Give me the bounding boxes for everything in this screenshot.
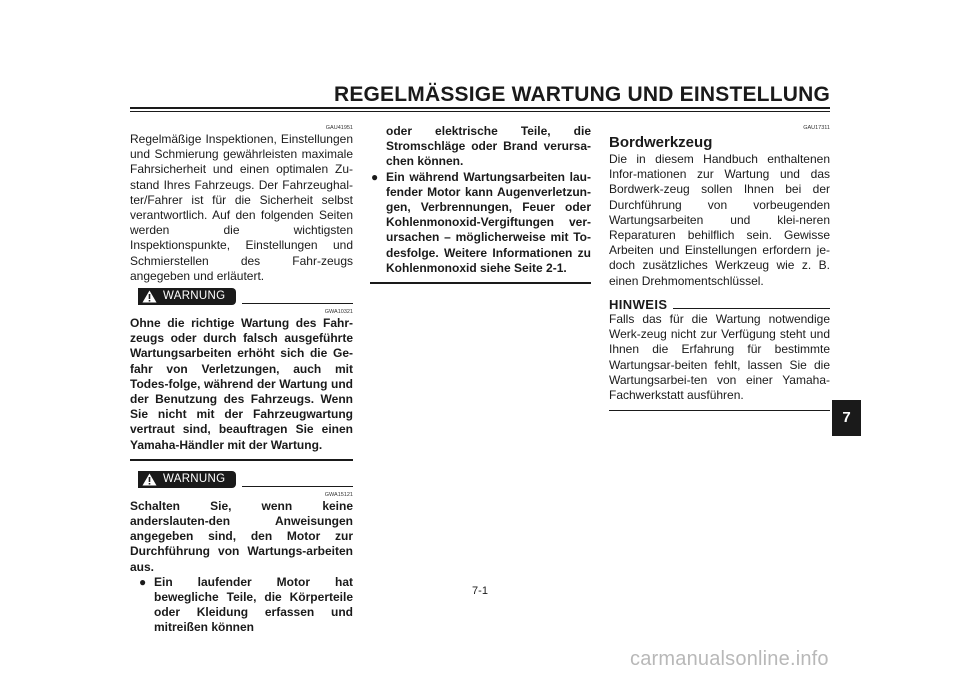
page-number: 7-1 bbox=[472, 585, 488, 597]
warning-triangle-icon bbox=[142, 290, 157, 303]
warning-rule bbox=[242, 303, 353, 304]
warning-header bbox=[130, 471, 353, 491]
note-label: HINWEIS bbox=[609, 296, 668, 312]
title-rule-thin bbox=[130, 111, 830, 112]
warning-header bbox=[130, 288, 353, 308]
warning-label: WARNUNG bbox=[163, 472, 226, 485]
list-item-continued bbox=[370, 124, 591, 170]
list-item-text: Ein laufender Motor hat bewegliche Teile, die Körperteile oder Kleidung erfassen und mitreißen können bbox=[154, 574, 353, 635]
reference-code: GAU41951 bbox=[325, 125, 353, 131]
bullet-icon: ● bbox=[371, 169, 379, 184]
reference-code: GAU17311 bbox=[803, 125, 830, 131]
chapter-tab: 7 bbox=[832, 400, 861, 436]
column-middle bbox=[370, 124, 591, 284]
warning-text: Ohne die richtige Wartung des Fahr-zeugs oder durch falsch ausgeführte Wartungsarbeiten erhöht sich die Ge-fahr von Verletzungen, auch mit Todes-folge, während der Wartung und der Benutzung des Fahrzeugs. Wenn Sie nicht mit der Fahrzeugwartung vertraut sind, beauftragen Sie einen Yamaha-Händler mit der Wartung. bbox=[130, 316, 353, 452]
section-heading: Bordwerkzeug bbox=[609, 134, 713, 151]
warning-badge bbox=[138, 471, 236, 488]
list-item bbox=[370, 170, 591, 276]
list-item-text: Ein während Wartungsarbeiten lau-fender Motor kann Augenverletzun-gen, Verbrennungen, Feuer oder Kohlenmonoxid-Vergiftungen ver-ursachen – möglicherweise mit To-desfolge. Weitere Informationen zu Kohlenmonoxid siehe Seite 2-1. bbox=[386, 169, 591, 275]
column-right bbox=[609, 124, 830, 411]
note-rule bbox=[673, 308, 830, 309]
list-item bbox=[138, 575, 353, 636]
list-item-text: oder elektrische Teile, die Stromschläge oder Brand verursa-chen können. bbox=[386, 124, 591, 169]
note-end-rule bbox=[609, 410, 830, 411]
warning-code: GWA10321 bbox=[324, 309, 353, 316]
column-left bbox=[130, 124, 353, 636]
note-text: Falls das für die Wartung notwendige Werk-zeug nicht zur Verfügung steht und Ihnen die Erfahrung für bestimmte Wartungsar-beiten fehlt, lassen Sie die Wartungsarbei-ten von einer Yamaha-Fachwerkstatt ausführen. bbox=[609, 312, 830, 403]
warning-end-rule bbox=[130, 459, 353, 461]
warning-text: Schalten Sie, wenn keine anderslauten-den Anweisungen angegeben sind, den Motor zur Durchführung von Wartungs-arbeiten aus. bbox=[130, 498, 353, 574]
title-rule bbox=[130, 107, 830, 109]
warning-end-rule bbox=[370, 282, 591, 284]
warning-label: WARNUNG bbox=[163, 290, 226, 303]
intro-paragraph: Regelmäßige Inspektionen, Einstellungen und Schmierung gewährleisten maximale Fahrsicherheit und einen optimalen Zu-stand Ihres Fahrzeugs. Der Fahrzeughal-ter/Fahrer ist für die Sicherheit selbst verantwortlich. Auf den folgenden Seiten werden die wichtigsten Inspektionspunkte, Einstellungen und Schmierstellen des Fahr-zeugs angegeben und erläutert. bbox=[130, 132, 353, 283]
bullet-icon: ● bbox=[139, 574, 147, 589]
warning-triangle-icon bbox=[142, 473, 157, 486]
warning-code: GWA15121 bbox=[324, 491, 353, 498]
warning-badge bbox=[138, 288, 236, 305]
page-title: REGELMÄSSIGE WARTUNG UND EINSTELLUNG bbox=[333, 83, 830, 106]
watermark: carmanualsonline.info bbox=[630, 648, 829, 670]
warning-rule bbox=[242, 486, 353, 487]
section-body: Die in diesem Handbuch enthaltenen Infor-mationen zur Wartung und das Bordwerk-zeug sollen Ihnen bei der Durchführung von vorbeugenden Wartungsarbeiten und klei-neren Reparaturen behilflich sein. Gewisse Arbeiten und Einstellungen erfordern je-doch zusätzliches Werkzeug wie z. B. einen Drehmomentschlüssel. bbox=[609, 152, 830, 288]
note-header bbox=[609, 297, 830, 312]
